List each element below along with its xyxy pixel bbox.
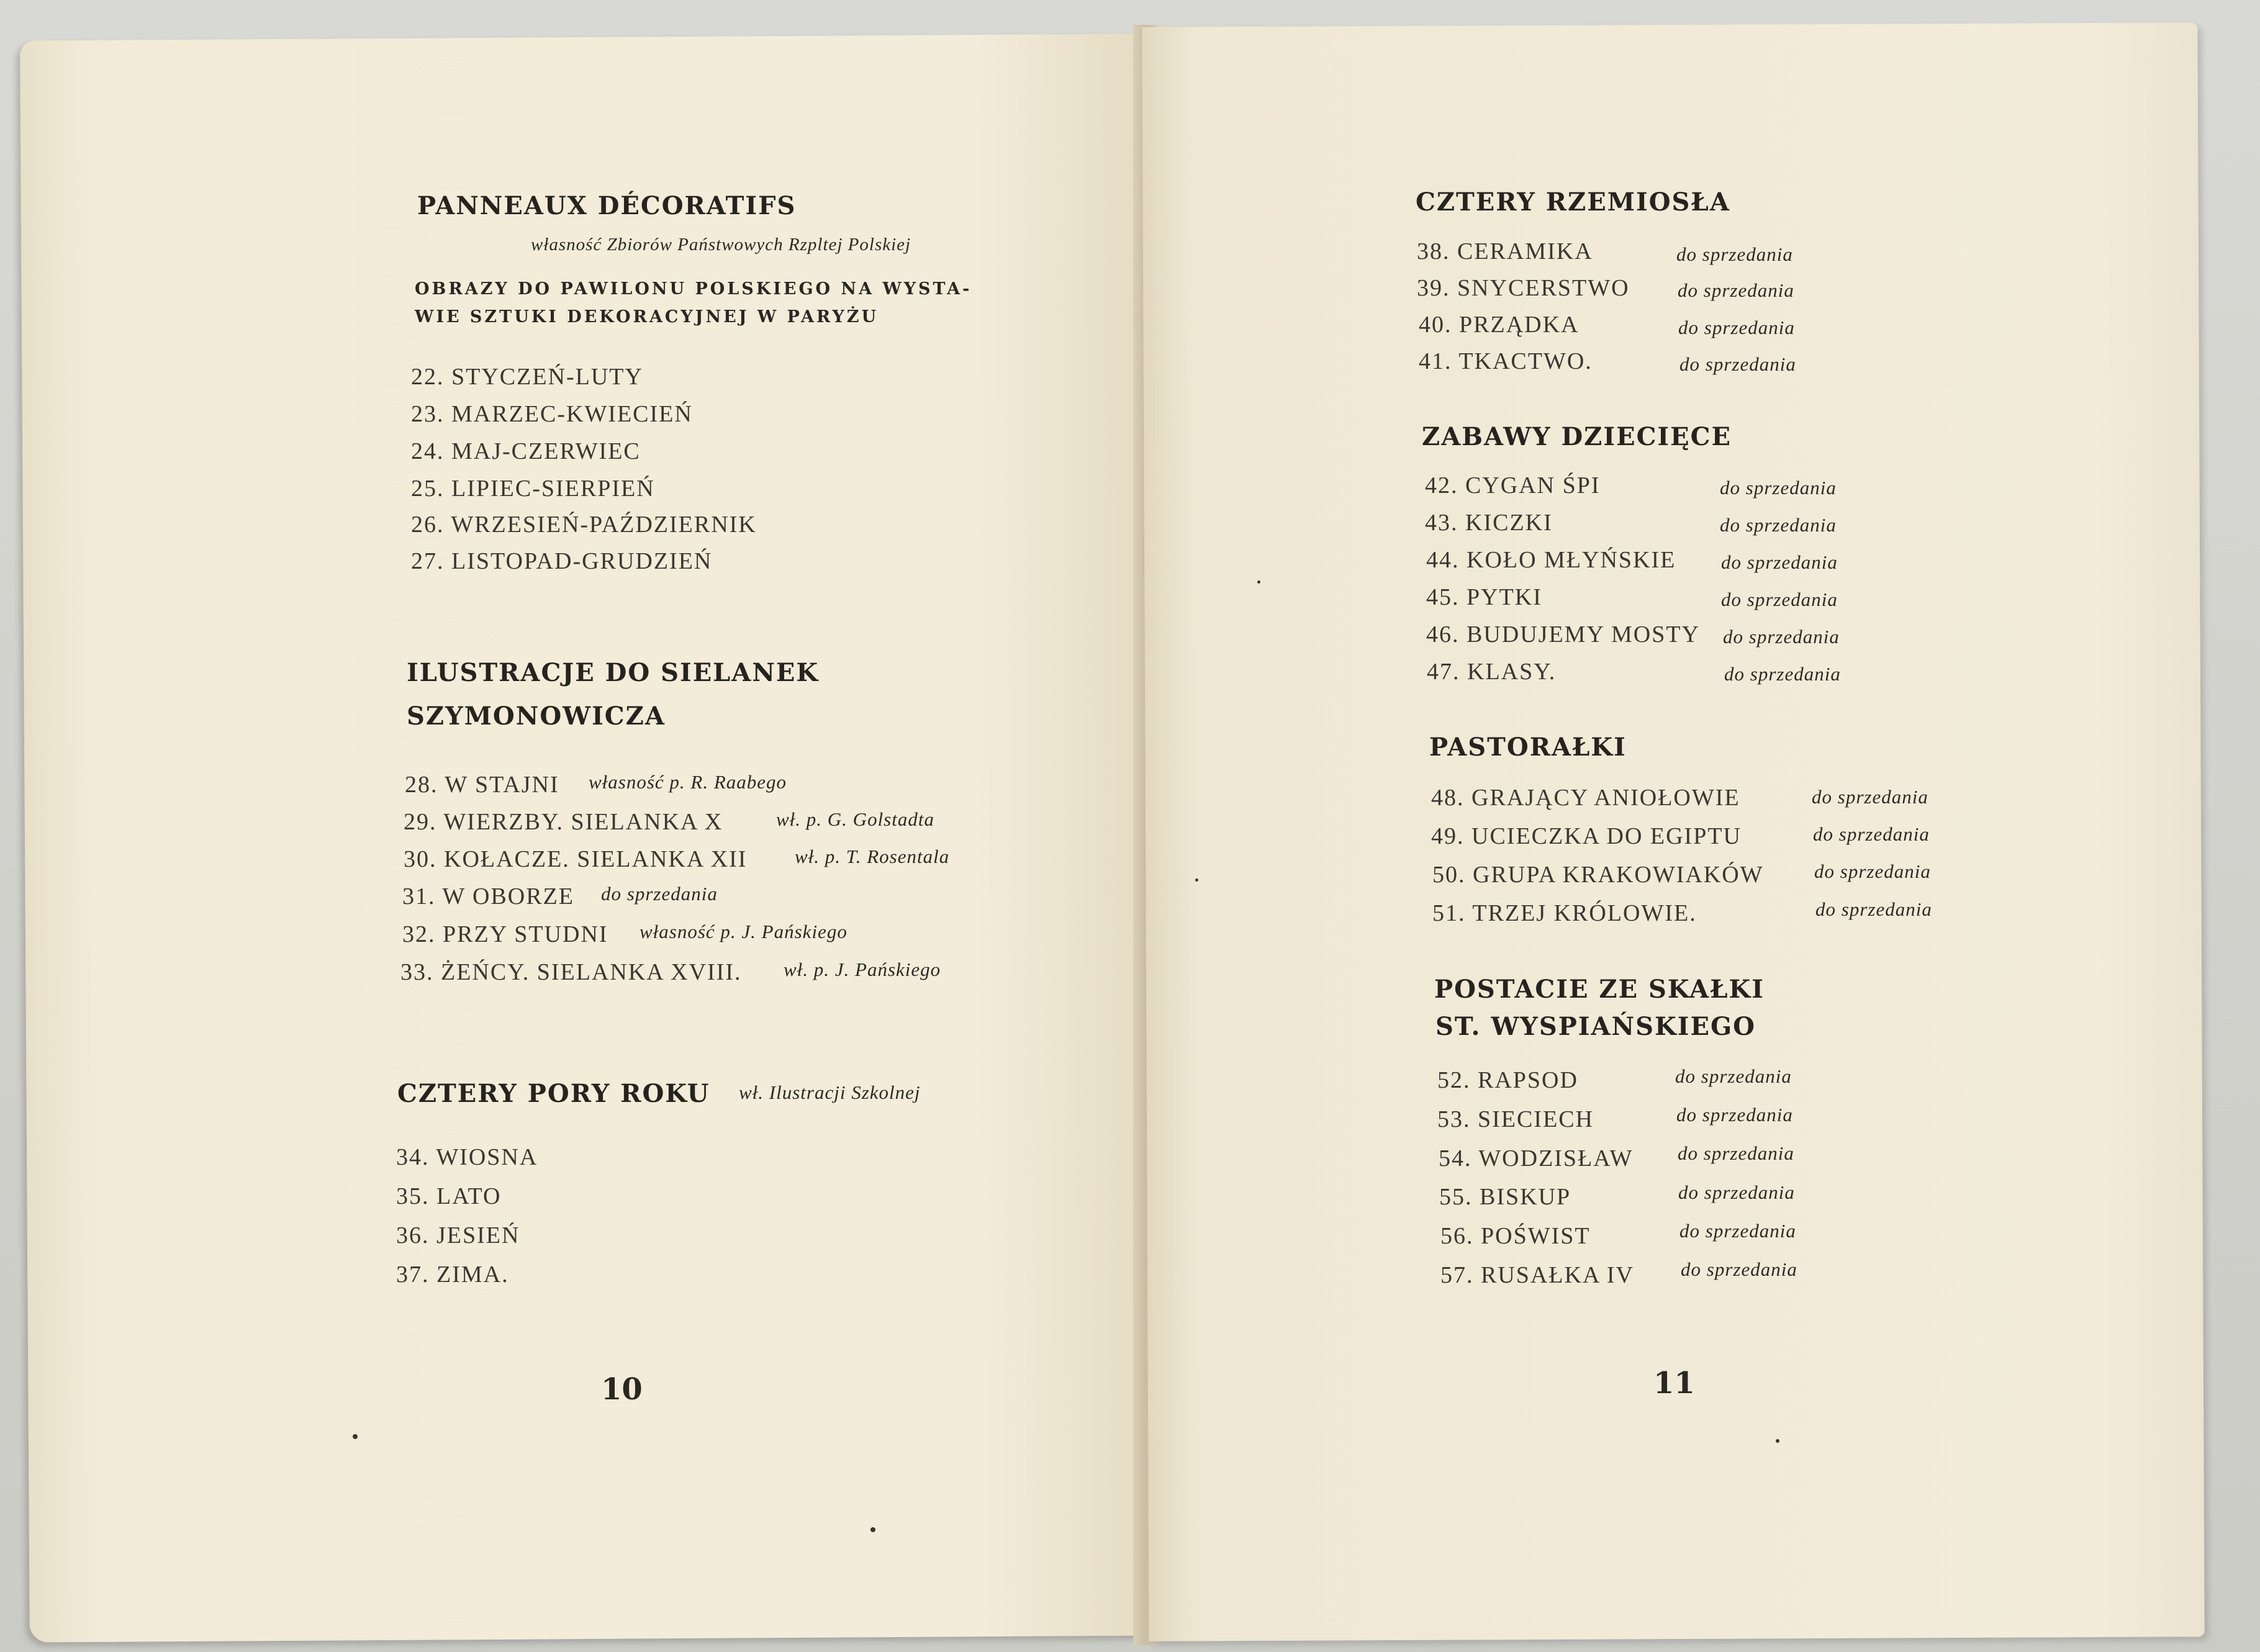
list-item: 56. POŚWIST — [1440, 1223, 1591, 1249]
list-item: 49. UCIECZKA DO EGIPTU — [1431, 823, 1742, 849]
list-item: 51. TRZEJ KRÓLOWIE. — [1432, 900, 1697, 926]
item-note: do sprzedania — [1681, 1258, 1797, 1280]
list-item: 30. KOŁACZE. SIELANKA XII — [404, 846, 748, 872]
list-item: 36. JESIEŃ — [396, 1222, 520, 1248]
list-item: 38. CERAMIKA — [1417, 238, 1593, 264]
list-item: 27. LISTOPAD-GRUDZIEŃ — [411, 548, 713, 574]
section-owner-note: własność Zbiorów Państwowych Rzpltej Polskiej — [531, 235, 911, 255]
item-note: wł. p. T. Rosentala — [795, 846, 950, 867]
item-note: własność p. R. Raabego — [589, 771, 787, 793]
list-item: 50. GRUPA KRAKOWIAKÓW — [1432, 862, 1764, 888]
item-note: do sprzedania — [601, 883, 718, 905]
list-item: 52. RAPSOD — [1437, 1067, 1578, 1093]
list-item: 53. SIECIECH — [1437, 1106, 1594, 1132]
paper-speck — [1257, 580, 1260, 584]
item-note: do sprzedania — [1815, 898, 1932, 920]
item-note: wł. p. J. Pańskiego — [784, 959, 941, 980]
list-item: 32. PRZY STUDNI — [402, 921, 608, 947]
item-note: do sprzedania — [1679, 1220, 1796, 1242]
section-title-cztery-pory: CZTERY PORY ROKU — [397, 1079, 710, 1108]
list-item: 28. W STAJNI — [405, 772, 559, 798]
list-item: 48. GRAJĄCY ANIOŁOWIE — [1431, 785, 1740, 811]
paper-speck — [1195, 878, 1198, 882]
list-item: 33. ŻEŃCY. SIELANKA XVIII. — [400, 959, 742, 985]
item-note: do sprzedania — [1678, 279, 1794, 301]
list-item: 41. TKACTWO. — [1419, 348, 1593, 374]
item-note: do sprzedania — [1676, 243, 1793, 265]
item-note: do sprzedania — [1813, 823, 1930, 845]
section-title-pastoralki: PASTORAŁKI — [1429, 733, 1627, 762]
section-title-cztery-rzemiosla: CZTERY RZEMIOSŁA — [1416, 187, 1730, 217]
item-note: do sprzedania — [1676, 1104, 1793, 1126]
list-item: 37. ZIMA. — [396, 1262, 509, 1288]
item-note: do sprzedania — [1720, 477, 1837, 499]
item-note: do sprzedania — [1678, 317, 1795, 338]
section-owner-note: wł. Ilustracji Szkolnej — [739, 1081, 921, 1103]
section-title-postacie-line1: POSTACIE ZE SKAŁKI — [1434, 975, 1765, 1004]
item-note: do sprzedania — [1721, 551, 1838, 573]
item-note: do sprzedania — [1679, 353, 1796, 375]
list-item: 26. WRZESIEŃ-PAŹDZIERNIK — [411, 512, 757, 538]
item-note: do sprzedania — [1724, 663, 1841, 685]
item-note: do sprzedania — [1675, 1065, 1792, 1087]
paper-speck — [1776, 1439, 1779, 1443]
list-item: 40. PRZĄDKA — [1419, 312, 1580, 338]
list-item: 47. KLASY. — [1427, 659, 1557, 685]
list-item: 54. WODZISŁAW — [1439, 1145, 1634, 1171]
list-item: 31. W OBORZE — [402, 883, 574, 910]
list-item: 25. LIPIEC-SIERPIEŃ — [411, 476, 655, 502]
list-item: 46. BUDUJEMY MOSTY — [1426, 621, 1701, 648]
list-item: 35. LATO — [396, 1183, 502, 1209]
section-subtitle-line1: OBRAZY DO PAWILONU POLSKIEGO NA WYSTA- — [415, 279, 972, 299]
list-item: 42. CYGAN ŚPI — [1425, 472, 1601, 499]
list-item: 44. KOŁO MŁYŃSKIE — [1426, 547, 1676, 573]
section-title-ilustracje-line1: ILUSTRACJE DO SIELANEK — [407, 658, 820, 687]
section-title-zabawy: ZABAWY DZIECIĘCE — [1422, 422, 1732, 451]
item-note: do sprzedania — [1721, 589, 1838, 610]
list-item: 34. WIOSNA — [396, 1144, 538, 1170]
paper-speck — [353, 1434, 358, 1439]
left-page — [20, 34, 1147, 1643]
item-note: do sprzedania — [1814, 860, 1931, 882]
item-note: do sprzedania — [1720, 514, 1837, 536]
paper-speck — [870, 1527, 875, 1532]
item-note: do sprzedania — [1723, 626, 1840, 648]
section-subtitle-line2: WIE SZTUKI DEKORACYJNEJ W PARYŻU — [415, 307, 879, 327]
list-item: 24. MAJ-CZERWIEC — [411, 438, 641, 464]
list-item: 29. WIERZBY. SIELANKA X — [404, 809, 723, 835]
list-item: 55. BISKUP — [1439, 1184, 1571, 1210]
list-item: 23. MARZEC-KWIECIEŃ — [411, 401, 693, 427]
item-note: wł. p. G. Golstadta — [776, 808, 934, 830]
page-number: 11 — [1653, 1366, 1695, 1401]
section-title-postacie-line2: ST. WYSPIAŃSKIEGO — [1435, 1012, 1756, 1041]
item-note: własność p. J. Pańskiego — [640, 921, 848, 942]
item-note: do sprzedania — [1812, 786, 1928, 808]
list-item: 57. RUSAŁKA IV — [1440, 1262, 1634, 1288]
list-item: 22. STYCZEŃ-LUTY — [411, 364, 643, 390]
list-item: 45. PYTKI — [1426, 584, 1542, 610]
item-note: do sprzedania — [1678, 1181, 1795, 1203]
section-title-ilustracje-line2: SZYMONOWICZA — [407, 702, 666, 731]
list-item: 39. SNYCERSTWO — [1417, 275, 1630, 301]
list-item: 43. KICZKI — [1425, 510, 1553, 536]
item-note: do sprzedania — [1678, 1142, 1794, 1164]
section-title-panneaux: PANNEAUX DÉCORATIFS — [417, 191, 797, 220]
page-number: 10 — [601, 1372, 643, 1407]
